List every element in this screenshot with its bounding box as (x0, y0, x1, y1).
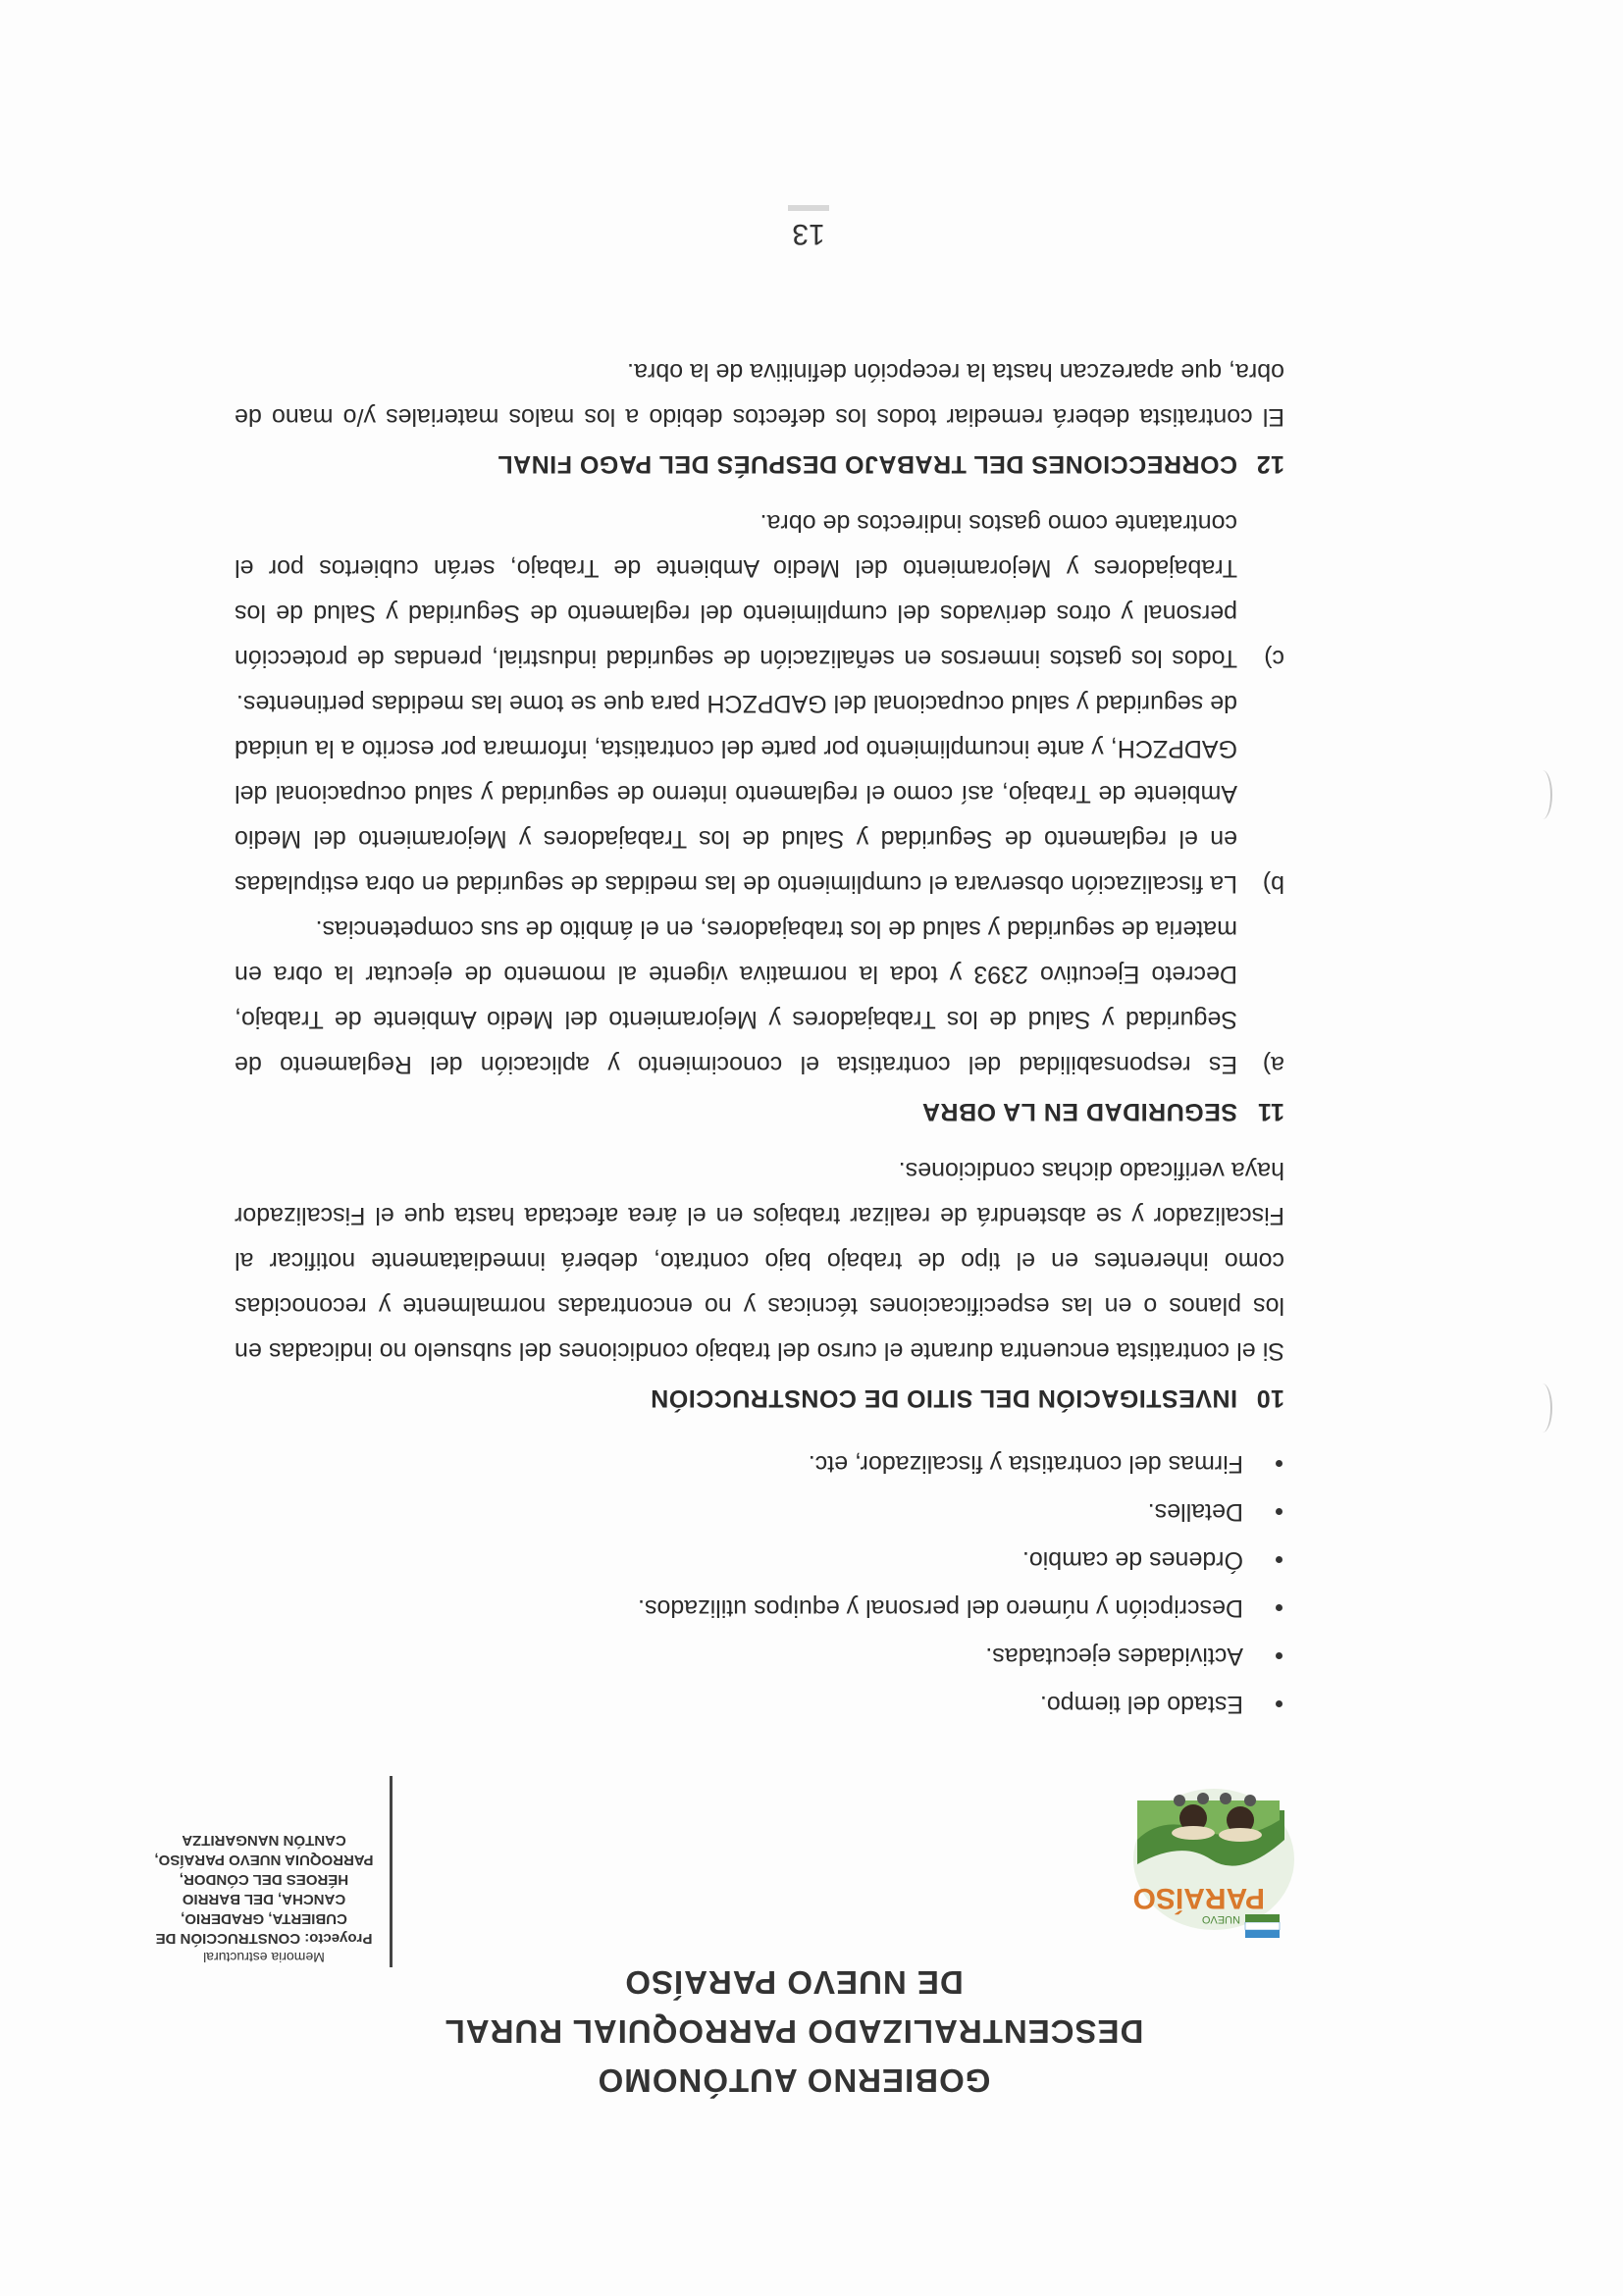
item-label: b) (1262, 870, 1284, 898)
section-12-heading (235, 442, 1284, 487)
section-12-paragraph: El contratista deberá remediar todos los defectos debido a los malos materiales y/o mano de obra, que aparezcan hasta la recepción definitiva de la obra. (235, 358, 1284, 431)
bullet-item: Estado del tiempo. (235, 1679, 1284, 1727)
header-divider (390, 1776, 393, 1967)
section-11-item-b (235, 681, 1284, 907)
section-10-heading (235, 1376, 1284, 1421)
svg-text:NUEVO: NUEVO (1201, 1913, 1240, 1925)
memo-label: Memoria estructural (203, 1950, 325, 1965)
section-11-heading (235, 1089, 1284, 1134)
stamp-mark (788, 205, 829, 211)
bullet-item: Órdenes de cambio. (235, 1535, 1284, 1583)
bullet-dot (1276, 1604, 1283, 1611)
bullet-list (235, 1438, 1284, 1727)
document-body (235, 336, 1284, 1727)
bullet-dot (1276, 1460, 1283, 1467)
bullet-dot (1276, 1508, 1283, 1515)
section-title: INVESTIGACIÓN DEL SITIO DE CONSTRUCCIÓN (650, 1384, 1237, 1412)
bullet-item: Descripción y número del personal y equipos utilizados. (235, 1583, 1284, 1631)
bullet-dot (1276, 1700, 1283, 1707)
bullet-item: Detalles. (235, 1487, 1284, 1535)
item-label: a) (1262, 1051, 1284, 1078)
scan-hole-mark (1533, 770, 1552, 819)
org-title-line-1: GOBIERNO AUTÓNOMO (597, 2062, 991, 2099)
scan-hole-mark (1533, 1383, 1552, 1433)
bullet-dot (1276, 1652, 1283, 1659)
svg-text:PARAÍSO: PARAÍSO (1132, 1882, 1265, 1914)
parish-logo (1127, 1786, 1299, 1957)
item-text: La fiscalización observara el cumplimiento de las medidas de seguridad en obra estipuladas en el reglamento de Seguridad y Salud de los Trabajadores y Mejoramiento del Medio Ambiente de Trabajo, así como el reglamento interno de seguridad y salud ocupacional del GADPZCH, y ante incumplimiento por parte del contratista, informara por escrito a la unidad de seguridad y salud ocupacional del GADPZCH para que se tome las medidas pertinentes. (235, 690, 1237, 898)
org-title-line-3: DE NUEVO PARAÍSO (624, 1964, 964, 2001)
page-number: 13 (769, 205, 848, 250)
item-text: Es responsabilidad del contratista el conocimiento y aplicación del Reglamento de Seguridad y Salud de los Trabajadores y Mejoramiento del Medio Ambiente de Trabajo, Decreto Ejecutivo 2393 y toda la normativa vigente al momento de ejecutar la obra en materia de seguridad y salud de los trabajadores, en el ámbito de sus competencias. (235, 915, 1237, 1078)
project-description: Proyecto: CONSTRUCCIÓN DE CUBIERTA, GRADERIO, CANCHA, DEL BARRIO HÉROES DEL CÓNDOR, PARROQUIA NUEVO PARAÍSO, CANTÓN NANGARITZA (154, 1832, 374, 1947)
bullet-item: Firmas del contratista y fiscalizador, etc. (235, 1438, 1284, 1487)
section-10-paragraph: Si el contratista encuentra durante el curso del trabajo condiciones del subsuelo no indicadas en los planos o en las especificaciones técnicas y no encontradas normalmente y reconocidas como inherentes en el tipo de trabajo bajo contrato, deberá inmediatamente notificar al Fiscalizador y se abstendrá de realizar trabajos en el área afectada hasta que el Fiscalizador haya verificado dichas condiciones. (235, 1157, 1284, 1365)
section-number: 12 (1256, 450, 1284, 478)
section-title: CORRECCIONES DEL TRABAJO DESPUÉS DEL PAGO FINAL (497, 450, 1237, 478)
section-title: SEGURIDAD EN LA OBRA (921, 1098, 1237, 1125)
bullet-dot (1276, 1556, 1283, 1563)
organization-title (436, 1957, 1152, 2105)
project-info (151, 1830, 377, 1967)
section-number: 10 (1256, 1384, 1284, 1412)
bullet-item: Actividades ejecutadas. (235, 1631, 1284, 1679)
section-number: 11 (1257, 1098, 1284, 1125)
section-11-item-a (235, 907, 1284, 1087)
item-label: c) (1264, 645, 1284, 672)
item-text: Todos los gastos inmersos en señalización de seguridad industrial, prendas de protección personal y otros derivados del cumplimiento del reglamento de Seguridad y Salud de los Trabajadores y Mejoramiento del Medio Ambiente de Trabajo, serán cubiertos por el contratante como gastos indirectos de obra. (235, 509, 1237, 672)
section-11-item-c (235, 500, 1284, 681)
org-title-line-2: DESCENTRALIZADO PARROQUIAL RURAL (444, 2013, 1144, 2050)
page-header (0, 1832, 1623, 2296)
